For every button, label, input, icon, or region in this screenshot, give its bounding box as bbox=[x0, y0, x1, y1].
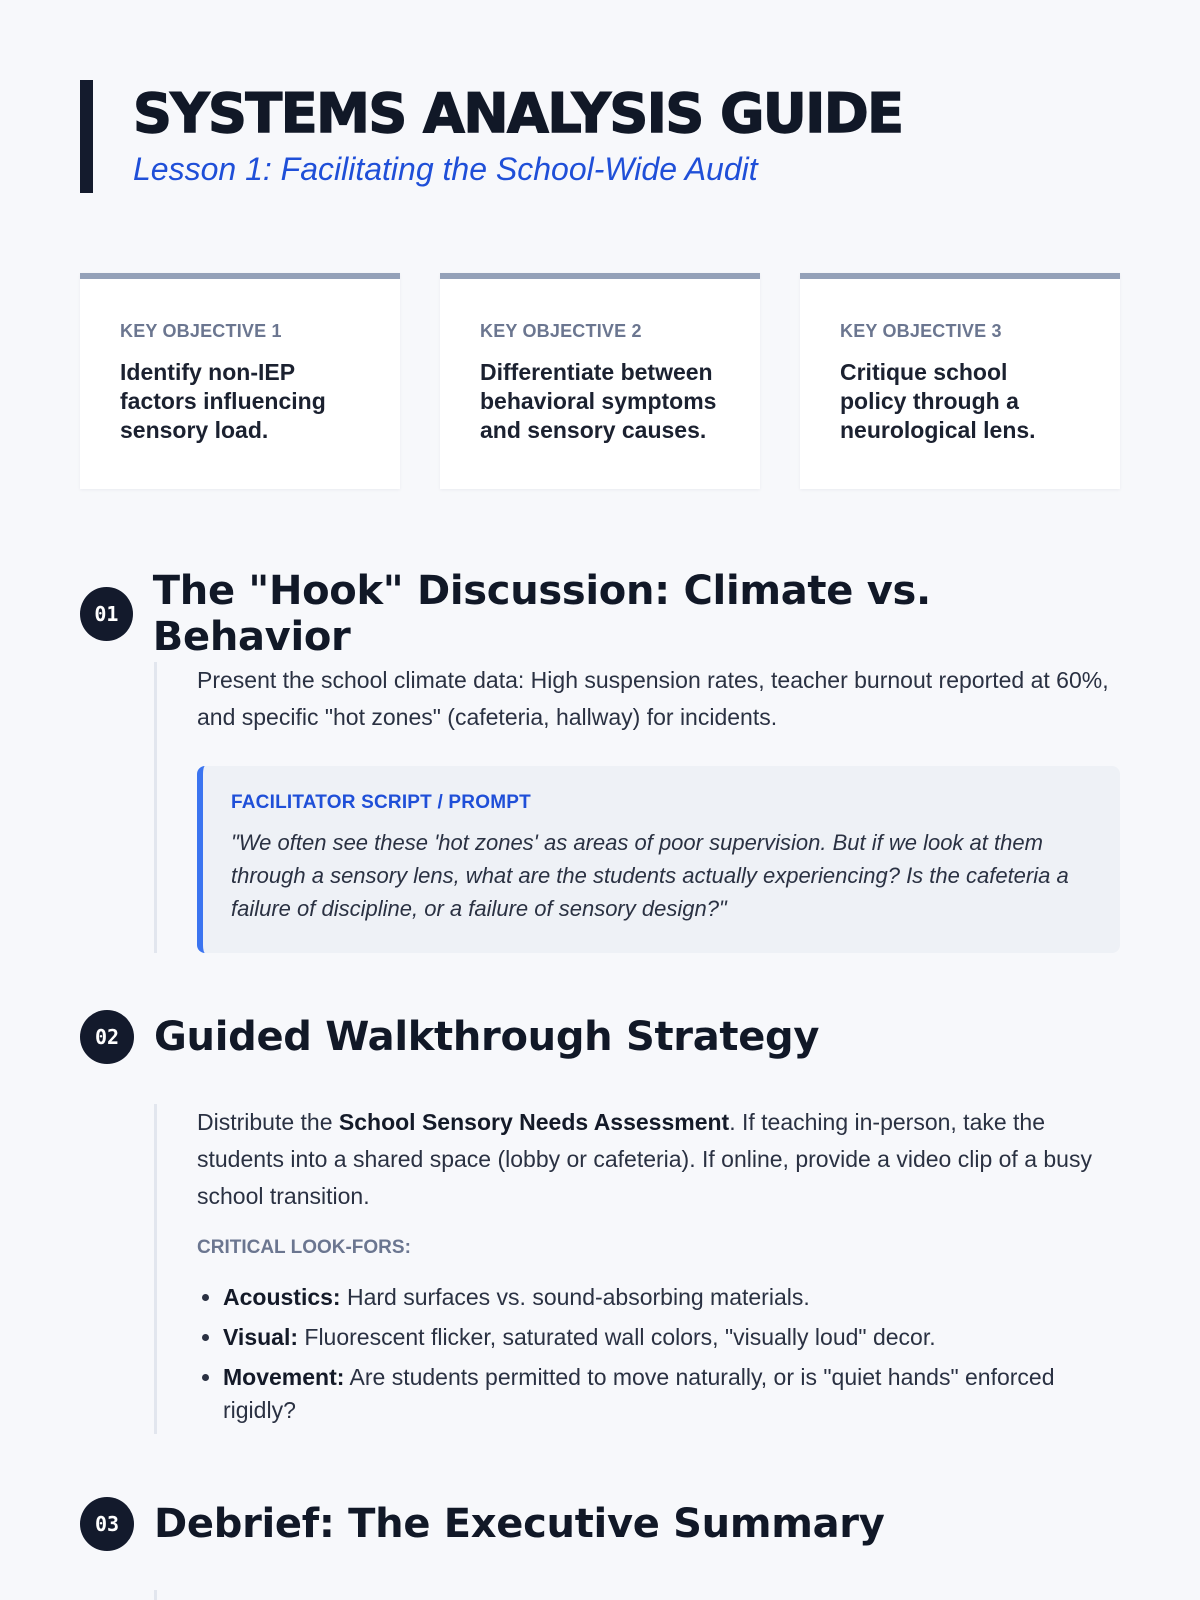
objective-label: KEY OBJECTIVE 3 bbox=[840, 321, 1002, 341]
section-03-body bbox=[154, 1590, 1120, 1600]
lookfor-list bbox=[197, 1281, 1120, 1427]
section-03-heading bbox=[80, 1497, 885, 1551]
lookfor-label: CRITICAL LOOK-FORS: bbox=[197, 1237, 411, 1258]
paragraph-text: . If teaching in-person, take the students into a shared space (lobby or cafeteria). If online, provide a video clip of a busy school transition. bbox=[197, 1109, 1092, 1209]
lookfor-term: Acoustics: bbox=[223, 1284, 341, 1310]
objectives-row bbox=[80, 273, 1120, 489]
paragraph-text: Distribute the bbox=[197, 1109, 339, 1135]
section-paragraph: Present the school climate data: High suspension rates, teacher burnout reported at 60%, and specific "hot zones" (cafeteria, hallway) for incidents. bbox=[197, 667, 1109, 730]
script-text: "We often see these 'hot zones' as areas of poor supervision. But if we look at them through a sensory lens, what are the students actually experiencing? Is the cafeteria a failure of discipline, or a failure of sensory design?" bbox=[231, 830, 1069, 921]
page-header bbox=[80, 80, 903, 193]
objective-label: KEY OBJECTIVE 2 bbox=[480, 321, 642, 341]
objective-text: Identify non-IEP factors influencing sensory load. bbox=[120, 359, 326, 443]
page-title: SYSTEMS ANALYSIS GUIDE bbox=[133, 82, 903, 145]
lookfor-term: Movement: bbox=[223, 1364, 345, 1390]
page-subtitle: Lesson 1: Facilitating the School-Wide Audit bbox=[133, 151, 758, 187]
section-title: Debrief: The Executive Summary bbox=[154, 1501, 885, 1547]
section-02-body bbox=[154, 1104, 1120, 1434]
assessment-name: School Sensory Needs Assessment bbox=[338, 1109, 730, 1135]
script-label: FACILITATOR SCRIPT / PROMPT bbox=[231, 792, 531, 813]
objective-card-1 bbox=[80, 273, 400, 489]
objective-text: Differentiate between behavioral symptoms and sensory causes. bbox=[480, 359, 717, 443]
section-01-body bbox=[154, 662, 1120, 953]
list-item bbox=[223, 1281, 1120, 1314]
lookfor-text: Fluorescent flicker, saturated wall colors, "visually loud" decor. bbox=[298, 1324, 936, 1350]
section-number-badge: 02 bbox=[80, 1010, 134, 1064]
objective-card-3 bbox=[800, 273, 1120, 489]
section-title: Guided Walkthrough Strategy bbox=[154, 1014, 820, 1060]
section-number-badge: 03 bbox=[80, 1497, 134, 1551]
lookfor-text: Are students permitted to move naturally, or is "quiet hands" enforced rigidly? bbox=[223, 1364, 1055, 1423]
objective-text: Critique school policy through a neurological lens. bbox=[840, 359, 1036, 443]
section-02-heading bbox=[80, 1010, 819, 1064]
list-item bbox=[223, 1361, 1120, 1427]
section-paragraph bbox=[197, 1104, 1120, 1215]
facilitator-script-box bbox=[197, 766, 1120, 953]
objective-card-2 bbox=[440, 273, 760, 489]
section-01-heading bbox=[80, 568, 1120, 660]
lookfor-text: Hard surfaces vs. sound-absorbing materials. bbox=[340, 1284, 810, 1310]
list-item bbox=[223, 1321, 1120, 1354]
lookfor-term: Visual: bbox=[223, 1324, 298, 1350]
section-title: The "Hook" Discussion: Climate vs. Behavior bbox=[152, 568, 931, 660]
objective-label: KEY OBJECTIVE 1 bbox=[120, 321, 282, 341]
section-number-badge: 01 bbox=[80, 587, 133, 641]
